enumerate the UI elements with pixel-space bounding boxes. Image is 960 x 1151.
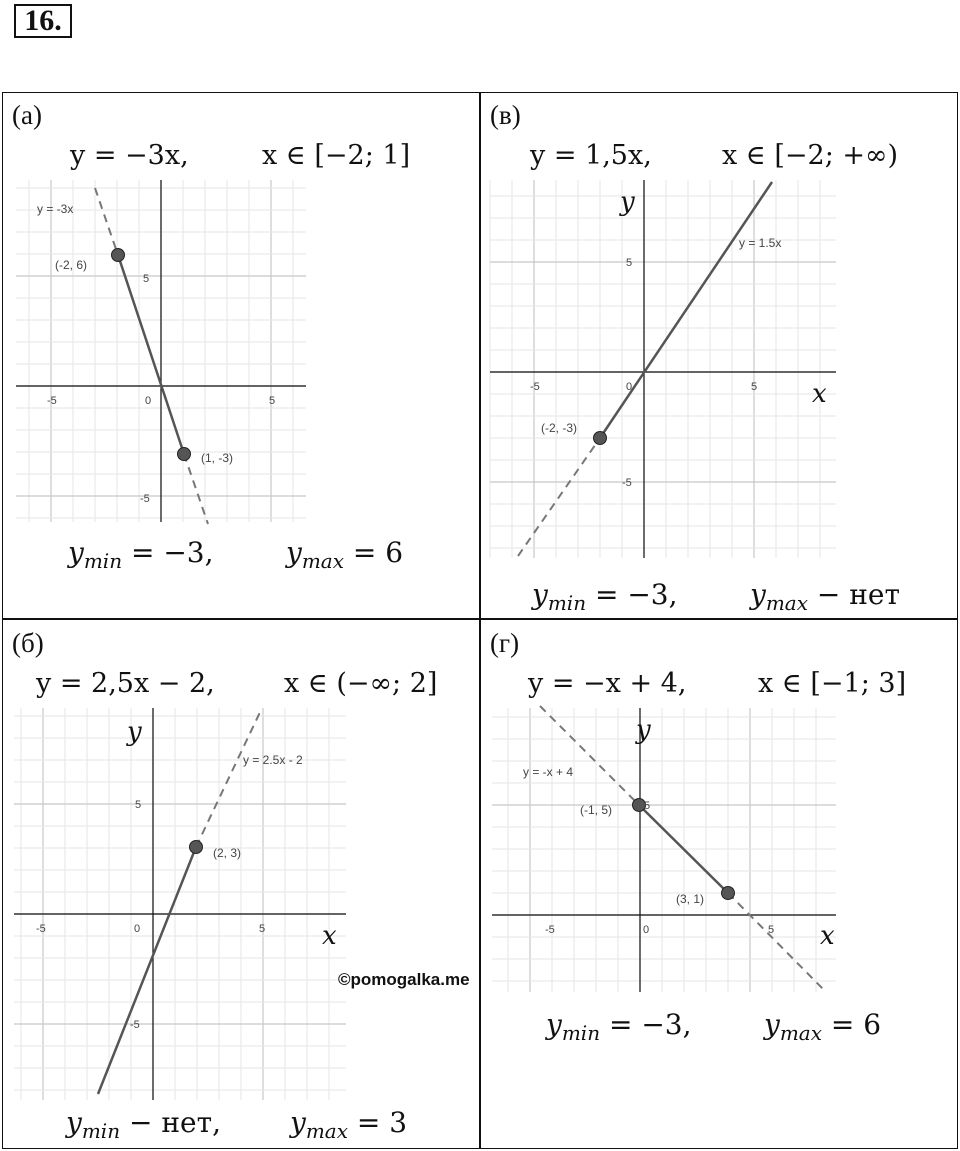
panel-a-tick-origin: 0 <box>145 395 152 407</box>
panel-a-equation: y = −3x, <box>70 140 189 171</box>
panel-v-tick-yneg: -5 <box>622 477 632 489</box>
panel-g-tick-xpos: 5 <box>768 924 775 936</box>
panel-v-point1-label: (-2, -3) <box>541 421 577 435</box>
panel-g-point2-label: (3, 1) <box>676 892 705 906</box>
panel-b-tick-xpos: 5 <box>259 923 266 935</box>
panel-v-tick-xpos: 5 <box>751 381 758 393</box>
panel-g-tick-origin: 0 <box>643 924 650 936</box>
panel-g-domain: x ∈ [−1; 3] <box>758 668 907 699</box>
panel-a-caption: y = -3x <box>37 202 74 216</box>
panel-a-point1-label: (-2, 6) <box>55 258 88 272</box>
panel-v-tick-ypos: 5 <box>626 257 633 269</box>
panel-g-dashed-line-top <box>540 706 639 805</box>
panel-a-point2-label: (1, -3) <box>201 451 234 465</box>
panel-a-tick-yneg: -5 <box>140 493 150 505</box>
panel-v-domain: x ∈ [−2; +∞) <box>722 140 899 171</box>
panel-v-ymax: $y_{max}$ − нет <box>750 578 900 615</box>
panel-g-grid <box>492 708 836 992</box>
panel-v-tick-xneg: -5 <box>530 381 540 393</box>
panel-b-point1-label: (2, 3) <box>213 846 242 860</box>
panel-a-label: (а) <box>12 100 42 130</box>
panel-g-caption: y = -x + 4 <box>523 765 574 779</box>
panel-b-tick-yneg: -5 <box>130 1019 140 1031</box>
panel-v-x-label: x <box>812 379 827 409</box>
panel-a-tick-xneg: -5 <box>47 395 57 407</box>
panel-b-y-label: y <box>127 717 142 747</box>
panel-a-ymin: $y_{min} = -3$, <box>68 536 214 573</box>
panel-g-point1-label: (-1, 5) <box>580 803 613 817</box>
panel-g-y-label: y <box>636 715 651 745</box>
panel-g-tick-ypos: 5 <box>644 800 651 812</box>
panel-g-point2 <box>722 887 735 900</box>
panel-a-tick-ypos: 5 <box>143 273 150 285</box>
panel-v-caption: y = 1.5x <box>739 236 782 250</box>
panel-g-x-label: x <box>820 921 835 951</box>
panel-v-equation: y = 1,5x, <box>530 140 652 171</box>
panel-b-tick-origin: 0 <box>134 923 141 935</box>
panel-b-label: (б) <box>12 628 44 658</box>
panel-b-ymax: $y_{max} = 3$ <box>290 1106 408 1143</box>
panel-g-tick-xneg: -5 <box>545 924 555 936</box>
panel-a-tick-xpos: 5 <box>269 395 276 407</box>
panel-v-ymin: $y_{min} = -3$, <box>532 578 678 615</box>
panel-b-tick-xneg: -5 <box>36 923 46 935</box>
watermark: ©pomogalka.me <box>338 970 470 989</box>
panel-b-caption: y = 2.5x - 2 <box>243 753 303 767</box>
panel-v-label: (в) <box>490 100 521 130</box>
panel-b-domain: x ∈ (−∞; 2] <box>284 668 438 699</box>
panel-a-domain: x ∈ [−2; 1] <box>262 140 411 171</box>
panel-v-tick-origin: 0 <box>626 381 633 393</box>
panel-g-equation: y = −x + 4, <box>528 668 687 699</box>
panel-g-dashed-line-bottom <box>728 893 826 992</box>
panel-a-ymax: $y_{max} = 6$ <box>286 536 404 573</box>
task-number: 16. <box>14 4 72 38</box>
panel-b-x-label: x <box>322 921 337 951</box>
panel-g-label: (г) <box>490 628 520 658</box>
panel-v-y-label: y <box>620 187 635 217</box>
panel-b-equation: y = 2,5x − 2, <box>36 668 215 699</box>
panel-b-ymin: $y_{min}$ − нет, <box>66 1106 221 1143</box>
panel-b-tick-ypos: 5 <box>135 799 142 811</box>
panel-g-ymax: $y_{max} = 6$ <box>764 1008 882 1045</box>
panel-g-ymin: $y_{min} = -3$, <box>546 1008 692 1045</box>
